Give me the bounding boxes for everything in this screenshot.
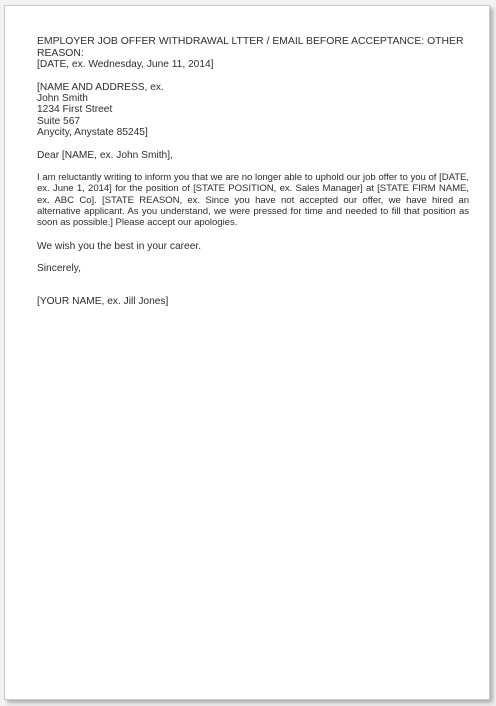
address-line: Suite 567 bbox=[37, 115, 81, 127]
closing-wish: We wish you the best in your career. bbox=[37, 240, 202, 252]
recipient-address bbox=[37, 82, 469, 139]
letter-title: EMPLOYER JOB OFFER WITHDRAWAL LTTER / EMAIL BEFORE ACCEPTANCE: OTHER REASON: bbox=[37, 36, 464, 59]
closing: Sincerely, bbox=[37, 262, 81, 274]
address-line: John Smith bbox=[37, 93, 88, 104]
letter-content bbox=[37, 36, 469, 308]
document-page bbox=[4, 5, 490, 700]
address-line: [NAME AND ADDRESS, ex. bbox=[37, 81, 164, 93]
address-line: 1234 First Street bbox=[37, 104, 113, 116]
body-paragraph: I am reluctantly writing to inform you that we are no longer able to uphold our job offer to you of [DATE, ex. June 1, 2014] for the position of [STATE POSITION, ex. Sales Manager] at [STATE FIRM NAME, ex. ABC Co]. [STATE REASON, ex. Since you have not accepted our offer, we have hired an alternative applicant. As you understand, we were pressed for time and needed to fill that position as soon as possible.] Please accept our apologies. bbox=[37, 172, 469, 229]
signature: [YOUR NAME, ex. Jill Jones] bbox=[37, 296, 169, 308]
address-line: Anycity, Anystate 85245] bbox=[37, 127, 148, 139]
letter-date: [DATE, ex. Wednesday, June 11, 2014] bbox=[37, 59, 214, 71]
salutation: Dear [NAME, ex. John Smith], bbox=[37, 149, 173, 161]
